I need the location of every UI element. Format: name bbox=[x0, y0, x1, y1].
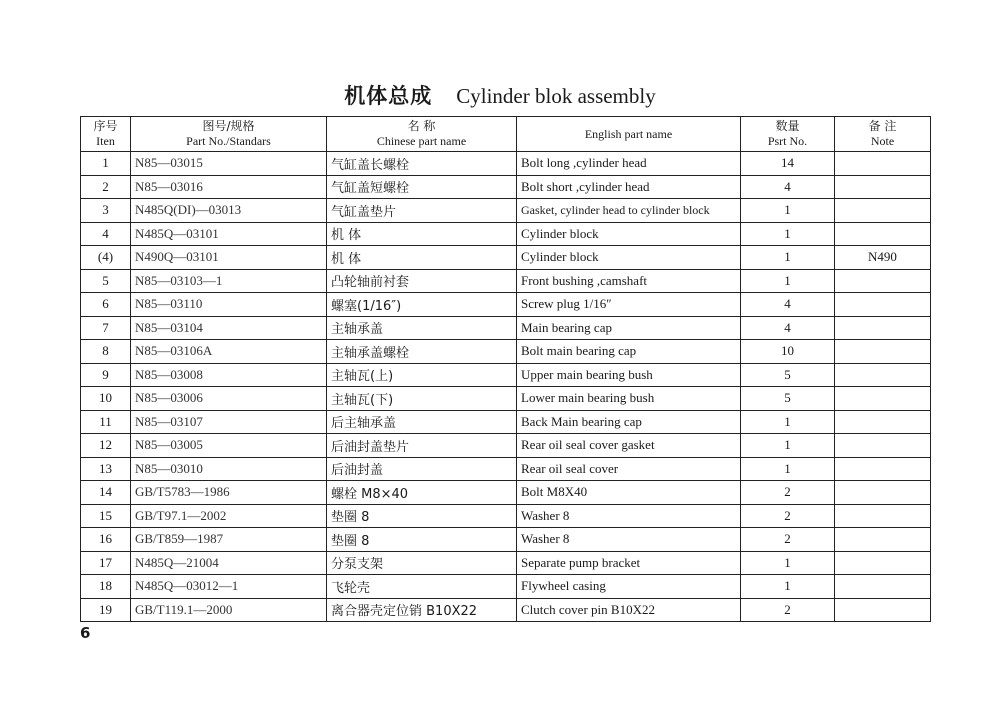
cell-item-no: 4 bbox=[81, 222, 131, 246]
header-row bbox=[81, 117, 931, 152]
cell-chinese-name: 后主轴承盖 bbox=[327, 410, 517, 434]
cell-note bbox=[835, 434, 931, 458]
table-row bbox=[81, 387, 931, 411]
title-chinese: 机体总成 bbox=[344, 84, 433, 108]
table-row bbox=[81, 293, 931, 317]
cell-note bbox=[835, 269, 931, 293]
cell-item-no: 13 bbox=[81, 457, 131, 481]
cell-english-name: Washer 8 bbox=[517, 528, 741, 552]
cell-english-name: Bolt main bearing cap bbox=[517, 340, 741, 364]
cell-item-no: 10 bbox=[81, 387, 131, 411]
cell-chinese-name: 螺塞(1/16″) bbox=[327, 293, 517, 317]
cell-note bbox=[835, 222, 931, 246]
cell-part-no: GB/T5783—1986 bbox=[131, 481, 327, 505]
cell-chinese-name: 主轴瓦(下) bbox=[327, 387, 517, 411]
table-row bbox=[81, 222, 931, 246]
cell-item-no: 17 bbox=[81, 551, 131, 575]
table-row bbox=[81, 363, 931, 387]
cell-item-no: 3 bbox=[81, 199, 131, 223]
cell-part-no: N85—03015 bbox=[131, 152, 327, 176]
cell-note bbox=[835, 481, 931, 505]
table-row bbox=[81, 551, 931, 575]
cell-note bbox=[835, 575, 931, 599]
parts-table bbox=[80, 116, 931, 622]
cell-note bbox=[835, 387, 931, 411]
cell-english-name: Front bushing ,camshaft bbox=[517, 269, 741, 293]
cell-note bbox=[835, 528, 931, 552]
cell-part-no: N485Q—03101 bbox=[131, 222, 327, 246]
cell-english-name: Main bearing cap bbox=[517, 316, 741, 340]
header-item-no: 序号 Iten bbox=[81, 117, 131, 152]
cell-item-no: 15 bbox=[81, 504, 131, 528]
cell-english-name: Rear oil seal cover gasket bbox=[517, 434, 741, 458]
cell-item-no: 9 bbox=[81, 363, 131, 387]
cell-part-no: N85—03006 bbox=[131, 387, 327, 411]
cell-chinese-name: 机 体 bbox=[327, 222, 517, 246]
cell-chinese-name: 主轴承盖 bbox=[327, 316, 517, 340]
cell-part-no: N485Q—03012—1 bbox=[131, 575, 327, 599]
cell-part-no: N85—03008 bbox=[131, 363, 327, 387]
cell-english-name: Gasket, cylinder head to cylinder block bbox=[517, 199, 741, 223]
page-number: 6 bbox=[80, 624, 91, 642]
cell-quantity: 4 bbox=[741, 293, 835, 317]
cell-english-name: Washer 8 bbox=[517, 504, 741, 528]
cell-item-no: 19 bbox=[81, 598, 131, 622]
cell-quantity: 4 bbox=[741, 316, 835, 340]
table-row bbox=[81, 434, 931, 458]
cell-chinese-name: 后油封盖 bbox=[327, 457, 517, 481]
cell-chinese-name: 气缸盖短螺栓 bbox=[327, 175, 517, 199]
cell-quantity: 2 bbox=[741, 481, 835, 505]
cell-part-no: N85—03005 bbox=[131, 434, 327, 458]
cell-part-no: N485Q—21004 bbox=[131, 551, 327, 575]
table-row bbox=[81, 481, 931, 505]
cell-quantity: 5 bbox=[741, 363, 835, 387]
cell-part-no: N85—03110 bbox=[131, 293, 327, 317]
cell-note bbox=[835, 551, 931, 575]
cell-english-name: Back Main bearing cap bbox=[517, 410, 741, 434]
cell-part-no: GB/T859—1987 bbox=[131, 528, 327, 552]
cell-chinese-name: 垫圈 8 bbox=[327, 504, 517, 528]
cell-note bbox=[835, 175, 931, 199]
cell-note bbox=[835, 504, 931, 528]
table-row bbox=[81, 528, 931, 552]
cell-part-no: N485Q(DI)—03013 bbox=[131, 199, 327, 223]
cell-item-no: 1 bbox=[81, 152, 131, 176]
title-english: Cylinder blok assembly bbox=[456, 84, 656, 108]
cell-chinese-name: 机 体 bbox=[327, 246, 517, 270]
cell-note bbox=[835, 363, 931, 387]
cell-note bbox=[835, 598, 931, 622]
cell-item-no: 5 bbox=[81, 269, 131, 293]
cell-item-no: 16 bbox=[81, 528, 131, 552]
cell-chinese-name: 飞轮壳 bbox=[327, 575, 517, 599]
cell-part-no: N490Q—03101 bbox=[131, 246, 327, 270]
cell-note bbox=[835, 152, 931, 176]
cell-quantity: 1 bbox=[741, 410, 835, 434]
cell-part-no: GB/T97.1—2002 bbox=[131, 504, 327, 528]
cell-part-no: N85—03106A bbox=[131, 340, 327, 364]
cell-quantity: 1 bbox=[741, 575, 835, 599]
table-row bbox=[81, 504, 931, 528]
table-body bbox=[81, 152, 931, 622]
cell-english-name: Upper main bearing bush bbox=[517, 363, 741, 387]
cell-chinese-name: 离合器壳定位销 B10X22 bbox=[327, 598, 517, 622]
table-row bbox=[81, 598, 931, 622]
header-chinese-name: 名 称 Chinese part name bbox=[327, 117, 517, 152]
header-part-no: 图号/规格 Part No./Standars bbox=[131, 117, 327, 152]
cell-english-name: Cylinder block bbox=[517, 246, 741, 270]
cell-chinese-name: 螺栓 M8×40 bbox=[327, 481, 517, 505]
cell-quantity: 10 bbox=[741, 340, 835, 364]
table-row bbox=[81, 152, 931, 176]
cell-quantity: 1 bbox=[741, 551, 835, 575]
cell-part-no: N85—03016 bbox=[131, 175, 327, 199]
cell-quantity: 1 bbox=[741, 457, 835, 481]
table-row bbox=[81, 340, 931, 364]
cell-part-no: N85—03104 bbox=[131, 316, 327, 340]
cell-item-no: 6 bbox=[81, 293, 131, 317]
cell-note bbox=[835, 340, 931, 364]
cell-item-no: 18 bbox=[81, 575, 131, 599]
cell-item-no: 14 bbox=[81, 481, 131, 505]
table-row bbox=[81, 410, 931, 434]
cell-part-no: GB/T119.1—2000 bbox=[131, 598, 327, 622]
page-title bbox=[0, 80, 1000, 110]
table-row bbox=[81, 199, 931, 223]
cell-note bbox=[835, 316, 931, 340]
table-row bbox=[81, 316, 931, 340]
header-quantity: 数量 Psrt No. bbox=[741, 117, 835, 152]
cell-chinese-name: 主轴瓦(上) bbox=[327, 363, 517, 387]
cell-quantity: 1 bbox=[741, 434, 835, 458]
header-note: 备 注 Note bbox=[835, 117, 931, 152]
cell-chinese-name: 气缸盖垫片 bbox=[327, 199, 517, 223]
cell-quantity: 1 bbox=[741, 199, 835, 223]
cell-english-name: Bolt long ,cylinder head bbox=[517, 152, 741, 176]
cell-item-no: 12 bbox=[81, 434, 131, 458]
cell-part-no: N85—03010 bbox=[131, 457, 327, 481]
cell-item-no: 11 bbox=[81, 410, 131, 434]
cell-chinese-name: 后油封盖垫片 bbox=[327, 434, 517, 458]
cell-quantity: 14 bbox=[741, 152, 835, 176]
cell-note bbox=[835, 293, 931, 317]
cell-english-name: Clutch cover pin B10X22 bbox=[517, 598, 741, 622]
cell-quantity: 1 bbox=[741, 222, 835, 246]
cell-item-no: 2 bbox=[81, 175, 131, 199]
table-row bbox=[81, 246, 931, 270]
cell-english-name: Rear oil seal cover bbox=[517, 457, 741, 481]
cell-english-name: Separate pump bracket bbox=[517, 551, 741, 575]
cell-quantity: 5 bbox=[741, 387, 835, 411]
cell-chinese-name: 分泵支架 bbox=[327, 551, 517, 575]
cell-quantity: 2 bbox=[741, 528, 835, 552]
cell-english-name: Lower main bearing bush bbox=[517, 387, 741, 411]
cell-english-name: Bolt M8X40 bbox=[517, 481, 741, 505]
cell-chinese-name: 垫圈 8 bbox=[327, 528, 517, 552]
cell-chinese-name: 主轴承盖螺栓 bbox=[327, 340, 517, 364]
cell-quantity: 2 bbox=[741, 504, 835, 528]
cell-item-no: 7 bbox=[81, 316, 131, 340]
cell-note bbox=[835, 457, 931, 481]
cell-quantity: 1 bbox=[741, 269, 835, 293]
cell-quantity: 2 bbox=[741, 598, 835, 622]
table-row bbox=[81, 269, 931, 293]
cell-english-name: Bolt short ,cylinder head bbox=[517, 175, 741, 199]
cell-english-name: Cylinder block bbox=[517, 222, 741, 246]
cell-quantity: 1 bbox=[741, 246, 835, 270]
table-row bbox=[81, 175, 931, 199]
table-row bbox=[81, 457, 931, 481]
cell-item-no: 8 bbox=[81, 340, 131, 364]
cell-part-no: N85—03103—1 bbox=[131, 269, 327, 293]
cell-chinese-name: 凸轮轴前衬套 bbox=[327, 269, 517, 293]
header-english-name: English part name bbox=[517, 117, 741, 152]
cell-note bbox=[835, 199, 931, 223]
cell-part-no: N85—03107 bbox=[131, 410, 327, 434]
cell-english-name: Screw plug 1/16″ bbox=[517, 293, 741, 317]
cell-item-no: (4) bbox=[81, 246, 131, 270]
cell-chinese-name: 气缸盖长螺栓 bbox=[327, 152, 517, 176]
cell-note bbox=[835, 410, 931, 434]
cell-note: N490 bbox=[835, 246, 931, 270]
cell-english-name: Flywheel casing bbox=[517, 575, 741, 599]
cell-quantity: 4 bbox=[741, 175, 835, 199]
table-row bbox=[81, 575, 931, 599]
